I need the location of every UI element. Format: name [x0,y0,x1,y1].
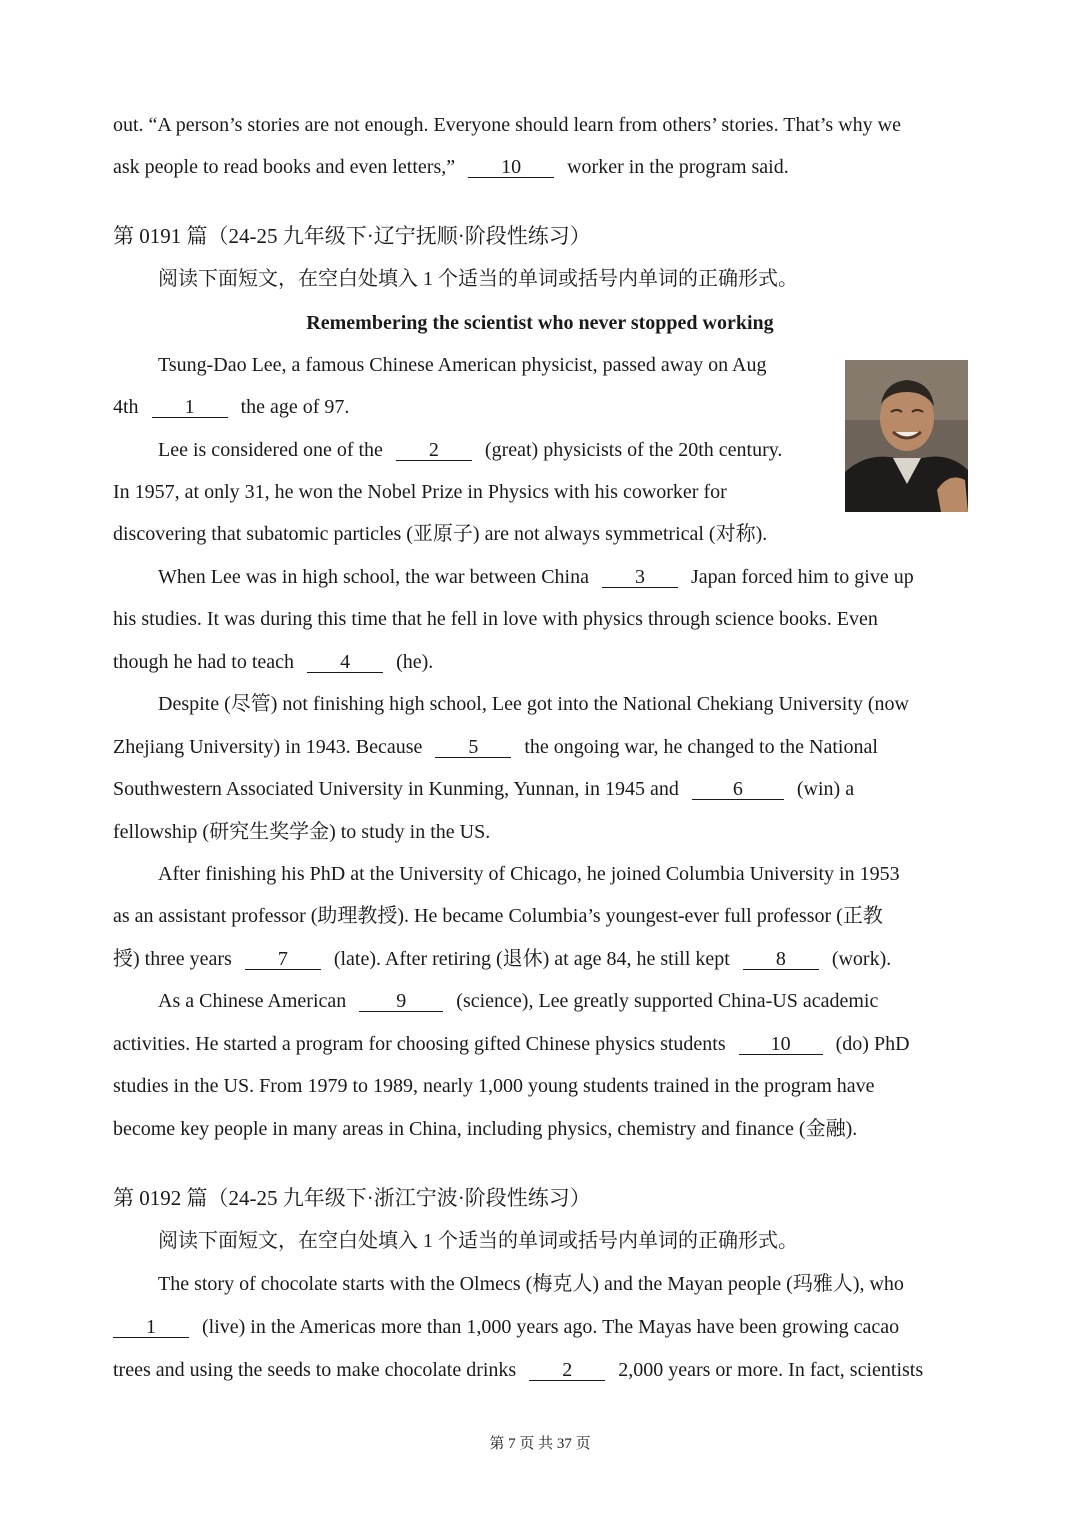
p1-line-2 [113,395,968,419]
text-run: his studies. It was during this time that he fell in love with physics through science books. Even [113,608,878,630]
text-run: Despite (尽管) not finishing high school, Lee got into the National Chekiang University (now [158,693,909,715]
text-run: The story of chocolate starts with the Olmecs (梅克人) and the Mayan people (玛雅人), who [158,1273,904,1295]
answer-blank[interactable]: 7 [245,949,321,970]
answer-blank[interactable]: 1 [152,397,228,418]
p3-line-2 [113,607,968,631]
text-run: Tsung-Dao Lee, a famous Chinese American physicist, passed away on Aug [158,354,767,376]
answer-blank[interactable]: 1 [113,1317,189,1338]
prev-passage-line-1 [113,113,968,137]
text-run: though he had to teach [113,651,295,673]
text-run: When Lee was in high school, the war between China [158,566,589,588]
p3-line-1 [158,565,968,589]
text-run: (science), Lee greatly supported China-US academic [456,990,879,1012]
p6-line-3 [113,1074,968,1098]
text-run: (win) a [796,778,855,800]
p2-line-2 [113,480,829,504]
answer-blank[interactable]: 6 [692,779,784,800]
p3-line-3 [113,650,968,674]
text-run: Lee is considered one of the [158,439,383,461]
text-run: studies in the US. From 1979 to 1989, nearly 1,000 young students trained in the program have [113,1075,875,1097]
p2-line-3 [113,522,968,546]
p4-line-1 [158,692,968,716]
passage-instruction: 阅读下面短文，在空白处填入 1 个适当的单词或括号内单词的正确形式。 [158,1230,798,1252]
answer-blank[interactable]: 9 [359,991,443,1012]
text-run: (he). [396,651,434,673]
text-run: In 1957, at only 31, he won the Nobel Prize in Physics with his coworker for [113,481,727,503]
text-run: After finishing his PhD at the University of Chicago, he joined Columbia University in 1953 [158,863,900,885]
passage-heading-0192: 第 0192 篇（24-25 九年级下·浙江宁波·阶段性练习） [113,1186,591,1210]
passage-heading-0191: 第 0191 篇（24-25 九年级下·辽宁抚顺·阶段性练习） [113,224,591,248]
p1-line-1 [158,1272,968,1296]
p4-line-2 [113,735,968,759]
answer-blank[interactable]: 10 [468,157,554,178]
physicist-photo [845,360,968,512]
text-run: activities. He started a program for choosing gifted Chinese physics students [113,1033,726,1055]
answer-blank[interactable]: 10 [739,1034,823,1055]
text-run: Southwestern Associated University in Kunming, Yunnan, in 1945 and [113,778,679,800]
page-footer: 第 7 页 共 37 页 [489,1436,591,1452]
text-run: (do) PhD [835,1033,910,1055]
p4-line-3 [113,777,968,801]
p4-line-4 [113,820,968,844]
text-run: the ongoing war, he changed to the National [524,736,878,758]
text-run: (work). [831,948,892,970]
answer-blank[interactable]: 4 [307,652,383,673]
text-run: trees and using the seeds to make chocolate drinks [113,1359,517,1381]
passage-title: Remembering the scientist who never stopped working [306,312,774,334]
text-run: out. “A person’s stories are not enough. Everyone should learn from others’ stories. That’s why we [113,114,901,136]
text-run: 授) three years [113,948,232,970]
text-run: 4th [113,396,139,418]
text-run: the age of 97. [240,396,350,418]
p1-line-2 [113,1315,968,1339]
answer-blank[interactable]: 8 [743,949,819,970]
p6-line-2 [113,1032,968,1056]
text-run: become key people in many areas in China, including physics, chemistry and finance (金融). [113,1118,858,1140]
text-run: Zhejiang University) in 1943. Because [113,736,423,758]
p1-line-1 [158,353,828,377]
text-run: fellowship (研究生奖学金) to study in the US. [113,821,491,843]
text-run: As a Chinese American [158,990,347,1012]
p6-line-1 [158,989,968,1013]
text-run: 2,000 years or more. In fact, scientists [618,1359,924,1381]
text-run: (late). After retiring (退休) at age 84, he still kept [333,948,730,970]
p1-line-3 [113,1358,968,1382]
prev-passage-line-2 [113,155,968,179]
text-run: discovering that subatomic particles (亚原子) are not always symmetrical (对称). [113,523,768,545]
p6-line-4 [113,1117,968,1141]
text-run: ask people to read books and even letters,” [113,156,456,178]
text-run: (great) physicists of the 20th century. [484,439,783,461]
p5-line-2 [113,904,968,928]
text-run: Japan forced him to give up [690,566,914,588]
answer-blank[interactable]: 2 [396,440,472,461]
text-run: (live) in the Americas more than 1,000 years ago. The Mayas have been growing cacao [202,1316,900,1338]
p2-line-1 [158,438,828,462]
answer-blank[interactable]: 5 [435,737,511,758]
text-run: worker in the program said. [567,156,789,178]
text-run: as an assistant professor (助理教授). He became Columbia’s youngest-ever full professor (正教 [113,905,883,927]
answer-blank[interactable]: 3 [602,567,678,588]
p5-line-3 [113,947,968,971]
answer-blank[interactable]: 2 [529,1360,605,1381]
passage-instruction: 阅读下面短文，在空白处填入 1 个适当的单词或括号内单词的正确形式。 [158,268,798,290]
p5-line-1 [158,862,968,886]
